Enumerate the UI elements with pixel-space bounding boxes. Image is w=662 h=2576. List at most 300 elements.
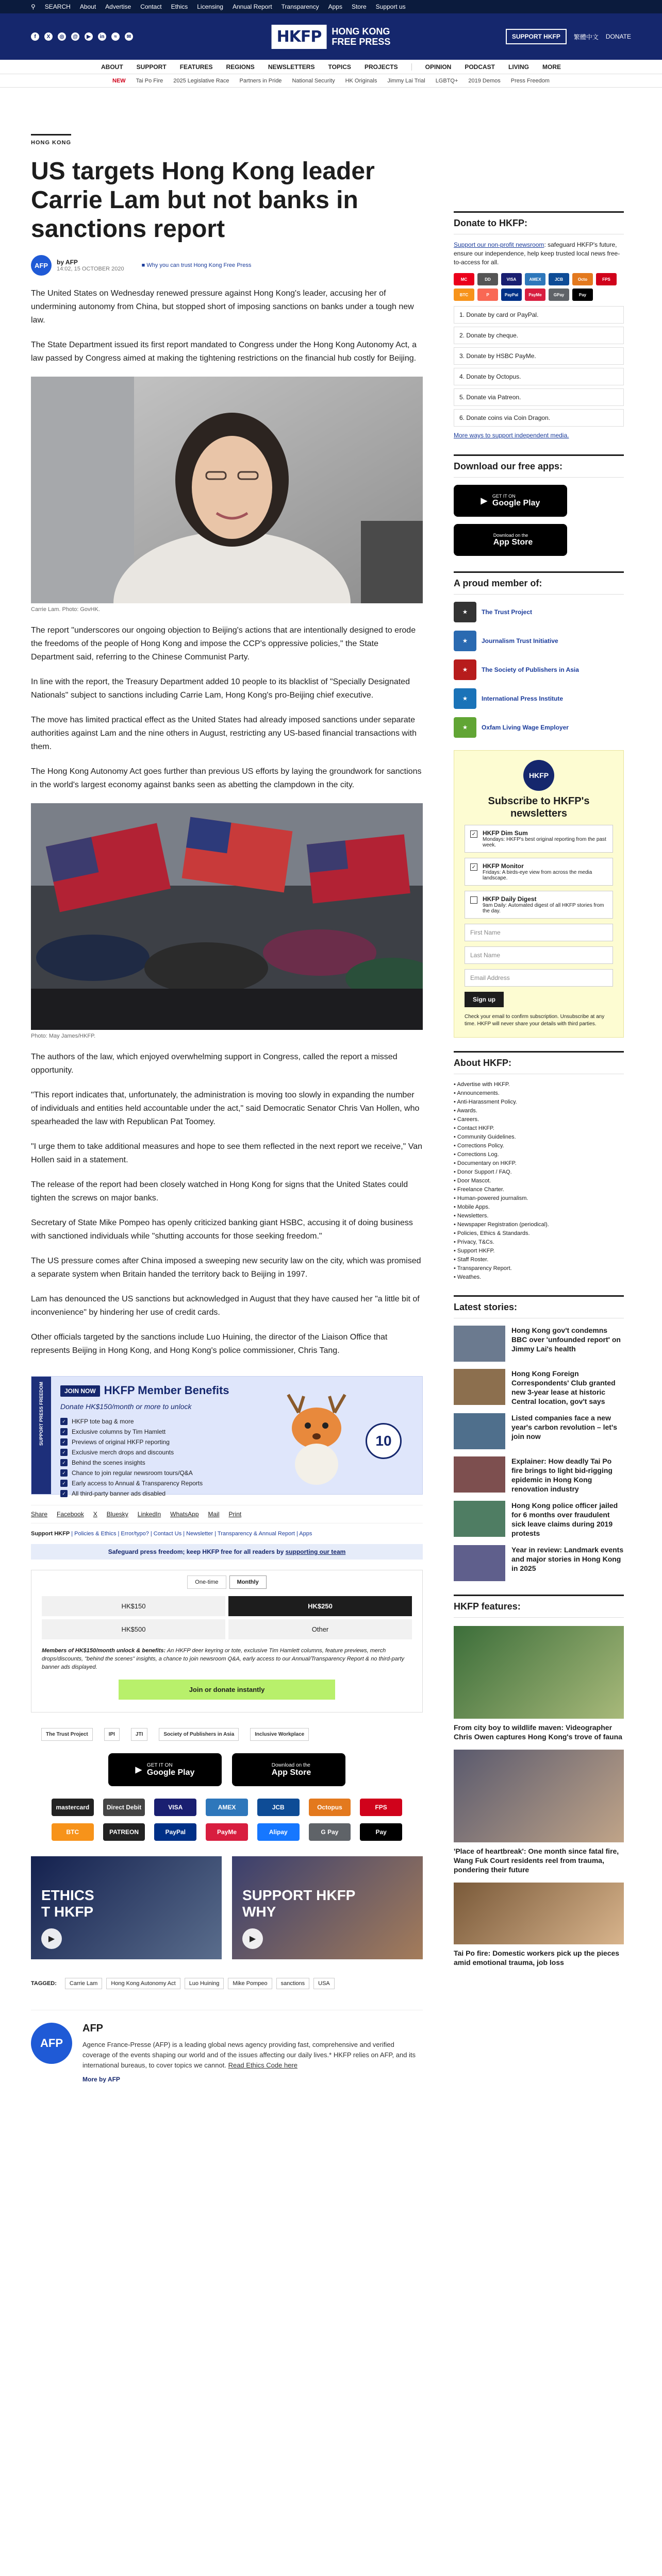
article-column: [31, 134, 423, 2083]
donate-option[interactable]: 6. Donate coins via Coin Dragon.: [454, 409, 624, 427]
tag-chip[interactable]: Carrie Lam: [65, 1978, 102, 1989]
one-time-tab[interactable]: One-time: [187, 1575, 226, 1589]
author-bio-link[interactable]: Read Ethics Code here: [228, 2061, 297, 2069]
newsletter-signup: [454, 750, 624, 1038]
nav-living[interactable]: LIVING: [508, 63, 529, 71]
trending-item[interactable]: Press Freedom: [510, 77, 550, 84]
rss-icon[interactable]: ≈: [111, 32, 120, 41]
feature-title[interactable]: 'Place of heartbreak': One month since fatal fire, Wang Fuk Court residents reel from trauma, pondering their future: [454, 1847, 619, 1874]
share-label[interactable]: Share: [31, 1511, 48, 1518]
checkbox[interactable]: [470, 896, 477, 904]
utility-link-apps[interactable]: Apps: [328, 3, 342, 10]
membership-name: Oxfam Living Wage Employer: [482, 724, 569, 731]
nav-opinion[interactable]: OPINION: [425, 63, 452, 71]
benefit-item: [60, 1459, 203, 1466]
benefit-text: Chance to join regular newsroom tours/Q&A: [72, 1469, 193, 1477]
jti-logo[interactable]: JTI: [131, 1728, 147, 1741]
donate-intro: [454, 241, 624, 267]
share-linkedin[interactable]: LinkedIn: [137, 1511, 161, 1518]
about-link[interactable]: • Privacy, T&Cs.: [454, 1238, 624, 1247]
banner-side-text: SUPPORT PRESS FREEDOM: [39, 1382, 44, 1446]
latest-story[interactable]: [454, 1545, 624, 1581]
benefits-list: [60, 1418, 203, 1500]
donate-section: [454, 211, 624, 439]
trending-item[interactable]: Tai Po Fire: [136, 77, 163, 84]
nav-more[interactable]: MORE: [542, 63, 561, 71]
sidebar-google-play-button[interactable]: [454, 485, 567, 517]
about-link[interactable]: • Transparency Report.: [454, 1264, 624, 1273]
payment-logo: JCB: [257, 1799, 300, 1816]
about-link[interactable]: • Mobile Apps.: [454, 1203, 624, 1212]
logo-mark: HKFP: [272, 25, 327, 49]
safeguard-link[interactable]: supporting our team: [285, 1548, 346, 1555]
nav-newsletters[interactable]: NEWSLETTERS: [268, 63, 315, 71]
author-box-avatar[interactable]: AFP: [31, 2023, 72, 2064]
payment-logo: Pay: [360, 1823, 402, 1841]
social-icons: [31, 32, 133, 41]
promo-title: ETHICS T HKFP: [41, 1887, 94, 1920]
brand-actions: [506, 29, 631, 44]
trending-item[interactable]: Jimmy Lai Trial: [387, 77, 425, 84]
option-desc: Fridays: A birds-eye view from across the media landscape.: [483, 870, 592, 881]
story-thumbnail[interactable]: [454, 1369, 505, 1405]
latest-story[interactable]: [454, 1501, 624, 1538]
check-icon: ✓: [60, 1490, 68, 1497]
newsletter-option-daily-digest[interactable]: [465, 891, 613, 919]
membership-name: The Trust Project: [482, 608, 533, 616]
share-whatsapp[interactable]: WhatsApp: [170, 1511, 199, 1518]
newsletter-fine-print: Check your email to confirm subscription. Unsubscribe at any time. HKFP will never share your details with third parties.: [465, 1014, 605, 1027]
ten-year-badge: 10: [366, 1423, 402, 1459]
payment-logo: Alipay: [257, 1823, 300, 1841]
nav-support[interactable]: SUPPORT: [136, 63, 167, 71]
deer-mascot-icon: [273, 1392, 360, 1485]
feature-title[interactable]: From city boy to wildlife maven: Videographer Chris Owen captures Hong Kong's trove of fauna: [454, 1723, 622, 1741]
feature-title[interactable]: Tai Po fire: Domestic workers pick up the pieces amid emotional trauma, job loss: [454, 1949, 620, 1967]
trending-item[interactable]: 2019 Demos: [468, 77, 501, 84]
why-trust-text: Why you can trust Hong Kong Free Press: [146, 262, 252, 268]
payment-card-icon: GPay: [549, 289, 569, 301]
share-print[interactable]: Print: [228, 1511, 242, 1518]
search-link[interactable]: SEARCH: [44, 3, 71, 10]
app-store-small: Download on the: [271, 1762, 310, 1768]
trending-item[interactable]: National Security: [292, 77, 335, 84]
payment-card-icon: AMEX: [525, 273, 545, 285]
utility-link-licensing[interactable]: Licensing: [197, 3, 223, 10]
paragraph: Lam has denounced the US sanctions but acknowledged in August that they have caused her "a little bit of inconvenience" by hindering her use of credit cards.: [31, 1295, 420, 1317]
latest-story[interactable]: [454, 1369, 624, 1406]
sopa-logo[interactable]: Society of Publishers in Asia: [159, 1728, 239, 1741]
about-links: [454, 1080, 624, 1282]
logo-wordmark: [332, 26, 390, 47]
about-link[interactable]: • Freelance Charter.: [454, 1185, 624, 1194]
logo-line-2: FREE PRESS: [332, 37, 391, 47]
story-thumbnail[interactable]: [454, 1413, 505, 1449]
google-play-icon: ▶: [481, 497, 487, 505]
google-play-label: Google Play: [492, 499, 540, 507]
payment-logo: Direct Debit: [103, 1799, 145, 1816]
feature-story[interactable]: [454, 1883, 624, 1967]
newsletter-option-monitor[interactable]: [465, 858, 613, 886]
about-link[interactable]: • Contact HKFP.: [454, 1124, 624, 1133]
app-store-small: Download on the: [493, 533, 528, 538]
payment-card-icon: BTC: [454, 289, 474, 301]
benefit-item: [60, 1449, 203, 1456]
youtube-icon[interactable]: ▶: [85, 32, 93, 41]
option-desc: 9am Daily: Automated digest of all HKFP stories from the day.: [483, 903, 604, 914]
carrie-lam-photo: [31, 377, 423, 603]
google-play-icon: ▶: [135, 1766, 142, 1774]
article-title: US targets Hong Kong leader Carrie Lam but not banks in sanctions report: [31, 158, 375, 243]
donate-heading: Donate to HKFP:: [454, 211, 624, 234]
tagged-label: TAGGED:: [31, 1980, 57, 1987]
payment-card-icon: Pay: [572, 289, 593, 301]
tag-chip[interactable]: Hong Kong Autonomy Act: [106, 1978, 180, 1989]
join-now-badge[interactable]: JOIN NOW: [60, 1385, 100, 1397]
check-icon: ✓: [60, 1428, 68, 1435]
membership-item[interactable]: [454, 631, 624, 651]
utility-link-ethics[interactable]: Ethics: [171, 3, 188, 10]
donate-note: [42, 1647, 412, 1671]
photo-caption: Photo: May James/HKFP.: [31, 1033, 96, 1039]
share-mail[interactable]: Mail: [208, 1511, 220, 1518]
nav-topics[interactable]: TOPICS: [328, 63, 351, 71]
newsletter-logo: HKFP: [523, 760, 554, 791]
author-box-name[interactable]: AFP: [82, 2023, 103, 2034]
logo-line-1: HONG KONG: [332, 26, 390, 37]
nav-projects[interactable]: PROJECTS: [364, 63, 398, 71]
brand-header: [0, 13, 662, 60]
option-name: HKFP Monitor: [483, 862, 524, 870]
first-name-field[interactable]: First Name: [465, 924, 613, 941]
app-store-button[interactable]: [232, 1753, 345, 1786]
payment-card-icon: DD: [477, 273, 498, 285]
story-title[interactable]: Listed companies face a new year's carbon revolution – let's join now: [511, 1414, 618, 1440]
payment-card-icon: JCB: [549, 273, 569, 285]
last-name-field[interactable]: Last Name: [465, 946, 613, 964]
safeguard-text: Safeguard press freedom; keep HKFP free for all readers by: [108, 1548, 284, 1555]
google-play-label: Google Play: [146, 1768, 195, 1777]
benefit-text: Exclusive columns by Tim Hamlett: [72, 1428, 166, 1435]
join-or-donate-button[interactable]: Join or donate instantly: [119, 1680, 335, 1700]
story-title[interactable]: Year in review: Landmark events and major stories in Hong Kong in 2025: [511, 1546, 624, 1572]
membership-logo-icon: ★: [454, 659, 476, 680]
banner-title: [60, 1384, 229, 1397]
membership-logo-icon: ★: [454, 717, 476, 738]
utility-link-annual-report[interactable]: Annual Report: [232, 3, 272, 10]
feature-thumbnail[interactable]: [454, 1883, 624, 1944]
about-link[interactable]: • Human-powered journalism.: [454, 1194, 624, 1203]
paragraph: In line with the report, the Treasury Department added 10 people to its blacklist of "Specially Designated Nationals" subject to sanctions including Carrie Lam, Hong Kong's pro-Beijing chief executive.: [31, 677, 410, 700]
membership-item[interactable]: [454, 717, 624, 738]
donate-intro-link[interactable]: Support our non-profit newsroom: [454, 241, 544, 248]
email-field[interactable]: Email Address: [465, 969, 613, 987]
newsletter-option-dim-sum[interactable]: [465, 825, 613, 853]
banner-subtitle: Donate HK$150/month or more to unlock: [60, 1402, 192, 1411]
about-link[interactable]: • Newsletters.: [454, 1212, 624, 1221]
benefit-text: Exclusive merch drops and discounts: [72, 1449, 174, 1456]
donate-link[interactable]: DONATE: [605, 33, 631, 40]
paragraph: The report "underscores our ongoing objection to Beijing's actions that are intentionally designed to erode the freedoms of the people of Hong Kong and impose the CCP's oppressive policies," the State Department said, referring to the Chinese Communist Party.: [31, 626, 416, 662]
trust-logos: [31, 1728, 423, 1741]
publish-date: 14:02, 15 OCTOBER 2020: [57, 266, 124, 272]
feature-story[interactable]: [454, 1626, 624, 1741]
payment-card-icon: FPS: [596, 273, 617, 285]
facebook-icon[interactable]: f: [31, 32, 39, 41]
play-icon[interactable]: ▶: [41, 1928, 62, 1949]
trending-nav: [0, 74, 662, 88]
donate-option[interactable]: 5. Donate via Patreon.: [454, 388, 624, 406]
payment-cards: [454, 273, 624, 301]
member-benefits-banner[interactable]: [31, 1376, 423, 1495]
about-link[interactable]: • Documentary on HKFP.: [454, 1159, 624, 1168]
check-icon: ✓: [60, 1449, 68, 1456]
payment-logo: PayPal: [154, 1823, 196, 1841]
latest-story[interactable]: [454, 1413, 624, 1449]
checkbox[interactable]: ✓: [470, 863, 477, 871]
about-link[interactable]: • Policies, Ethics & Standards.: [454, 1229, 624, 1238]
app-store-label: App Store: [271, 1768, 311, 1777]
payment-logo: FPS: [360, 1799, 402, 1816]
story-thumbnail[interactable]: [454, 1326, 505, 1362]
sidebar-app-store-button[interactable]: [454, 524, 567, 556]
nav-divider: [411, 63, 412, 71]
membership-name: The Society of Publishers in Asia: [482, 666, 579, 673]
utility-link-support[interactable]: Support us: [375, 3, 406, 10]
about-link[interactable]: • Staff Roster.: [454, 1256, 624, 1264]
about-link[interactable]: • Weathes.: [454, 1273, 624, 1282]
payment-card-icon: PayPal: [501, 289, 522, 301]
article-body: [31, 287, 423, 1358]
paragraph: The move has limited practical effect as the United States had already imposed sanctions under separate authorities against Lam and the nine others in August, restricting any US-based financial transactions with them.: [31, 716, 417, 751]
about-link[interactable]: • Corrections Policy.: [454, 1142, 624, 1150]
membership-item[interactable]: [454, 602, 624, 622]
option-name: HKFP Daily Digest: [483, 895, 537, 903]
paragraph: The State Department issued its first report mandated to Congress under the Hong Kong Autonomy Act, a law passed by Congress aimed at making the tightening restrictions on the financial hub costly for Beijing.: [31, 341, 417, 363]
payment-logo: AMEX: [206, 1799, 248, 1816]
byline: [31, 255, 423, 276]
support-video-promo[interactable]: [232, 1856, 423, 1959]
payment-logo: BTC: [52, 1823, 94, 1841]
latest-story[interactable]: [454, 1326, 624, 1362]
trust-project-logo[interactable]: The Trust Project: [41, 1728, 93, 1741]
story-thumbnail[interactable]: [454, 1456, 505, 1493]
support-hkfp-link[interactable]: Support HKFP: [31, 1531, 70, 1537]
section-label[interactable]: HONG KONG: [31, 134, 71, 146]
ethics-video-promo[interactable]: [31, 1856, 222, 1959]
feature-thumbnail[interactable]: [454, 1626, 624, 1719]
threads-icon[interactable]: @: [71, 32, 79, 41]
tag-chip[interactable]: sanctions: [276, 1978, 309, 1989]
latest-list: [454, 1326, 624, 1581]
feature-thumbnail[interactable]: [454, 1750, 624, 1842]
about-link[interactable]: • Corrections Log.: [454, 1150, 624, 1159]
donate-widget: [31, 1570, 423, 1713]
app-store-buttons: [31, 1753, 423, 1786]
utility-link-store[interactable]: Store: [351, 3, 367, 10]
paragraph: Other officials targeted by the sanctions include Luo Huining, the director of the Liaison Office that represents Beijing in Hong Kong, and Hong Kong's police commissioner, Chris Tang.: [31, 1333, 388, 1355]
about-link[interactable]: • Advertise with HKFP.: [454, 1080, 624, 1089]
policy-links[interactable]: [31, 1531, 423, 1537]
instagram-icon[interactable]: ◎: [58, 32, 66, 41]
story-thumbnail[interactable]: [454, 1501, 505, 1537]
membership-item[interactable]: [454, 659, 624, 680]
trending-item[interactable]: LGBTQ+: [435, 77, 458, 84]
promo-title: SUPPORT HKFP WHY: [242, 1887, 356, 1920]
apps-heading: Download our free apps:: [454, 454, 624, 478]
membership-logo-icon: ★: [454, 688, 476, 709]
paragraph: The Hong Kong Autonomy Act goes further than previous US efforts by laying the groundwork for sanctions in the world's largest economy against banks seen as abetting the clampdown in the city.: [31, 767, 422, 789]
tag-chip[interactable]: USA: [313, 1978, 335, 1989]
nav-podcast[interactable]: PODCAST: [465, 63, 495, 71]
more-by-author-link[interactable]: More by AFP: [82, 2076, 120, 2083]
amount-option[interactable]: HK$500: [42, 1619, 225, 1639]
amount-option[interactable]: HK$150: [42, 1596, 225, 1616]
share-x[interactable]: X: [93, 1511, 97, 1518]
membership-name: Journalism Trust Initiative: [482, 637, 558, 645]
features-heading: HKFP features:: [454, 1595, 624, 1618]
benefit-text: HKFP tote bag & more: [72, 1418, 134, 1425]
donate-option[interactable]: 1. Donate by card or PayPal.: [454, 306, 624, 324]
trending-item[interactable]: Partners in Pride: [239, 77, 282, 84]
sign-up-button[interactable]: Sign up: [465, 992, 504, 1007]
banner-side-stripe: [31, 1377, 51, 1494]
monthly-tab[interactable]: Monthly: [229, 1575, 267, 1589]
payment-card-icon: Octo: [572, 273, 593, 285]
check-icon: ✓: [60, 1418, 68, 1425]
features-section: [454, 1595, 624, 1967]
nav-about[interactable]: ABOUT: [101, 63, 123, 71]
payment-methods: [31, 1799, 423, 1841]
donate-option[interactable]: 3. Donate by HSBC PayMe.: [454, 347, 624, 365]
payment-logo: VISA: [154, 1799, 196, 1816]
trending-item[interactable]: HK Originals: [345, 77, 377, 84]
check-icon: ✓: [60, 1438, 68, 1446]
photo-caption: Carrie Lam. Photo: GovHK.: [31, 606, 100, 613]
amount-options: [42, 1596, 412, 1639]
payment-logo: PayMe: [206, 1823, 248, 1841]
check-icon: ✓: [60, 1469, 68, 1477]
amount-option-other[interactable]: Other: [228, 1619, 412, 1639]
utility-link-about[interactable]: About: [79, 3, 96, 10]
about-link[interactable]: • Donor Support / FAQ.: [454, 1168, 624, 1177]
paragraph: "This report indicates that, unfortunately, the administration is moving too slowly in expanding the number of individuals and entities held accountable under the act," said Democratic Senator Chris Van Hollen, who spearheaded the law with Republican Pat Toomey.: [31, 1091, 420, 1126]
video-promos: [31, 1856, 423, 1959]
about-section: [454, 1051, 624, 1282]
feature-story[interactable]: [454, 1750, 624, 1874]
share-bluesky[interactable]: Bluesky: [106, 1511, 128, 1518]
nav-regions[interactable]: REGIONS: [226, 63, 255, 71]
share-bar: [31, 1505, 423, 1523]
benefit-item: [60, 1469, 203, 1477]
latest-stories: [454, 1295, 624, 1581]
about-link[interactable]: • Careers.: [454, 1115, 624, 1124]
option-desc: Mondays: HKFP's best original reporting from the past week.: [483, 837, 606, 848]
linkedin-icon[interactable]: in: [98, 32, 106, 41]
tag-chip[interactable]: Luo Huining: [185, 1978, 224, 1989]
nav-features[interactable]: FEATURES: [179, 63, 213, 71]
story-title[interactable]: Hong Kong gov't condemns BBC over 'unfounded report' on Jimmy Lai's health: [511, 1326, 621, 1353]
utility-link-advertise[interactable]: Advertise: [105, 3, 131, 10]
play-icon[interactable]: ▶: [242, 1928, 263, 1949]
more-ways-link[interactable]: More ways to support independent media.: [454, 432, 569, 439]
main-nav: [0, 60, 662, 74]
support-hkfp-button[interactable]: SUPPORT HKFP: [506, 29, 567, 44]
donate-options: [454, 306, 624, 427]
policy-links-rest[interactable]: | Policies & Ethics | Error/typo? | Contact Us | Newsletter | Transparency & Annual Report | Apps: [71, 1531, 312, 1537]
about-link[interactable]: • Awards.: [454, 1107, 624, 1115]
newsletter-title: Subscribe to HKFP's newsletters: [488, 795, 590, 819]
amount-option-selected[interactable]: HK$250: [228, 1596, 412, 1616]
benefit-item: [60, 1490, 203, 1497]
donate-note-lead: Members of HK$150/month unlock & benefits:: [42, 1648, 166, 1654]
share-facebook[interactable]: Facebook: [57, 1511, 84, 1518]
inclusive-workplace-logo[interactable]: Inclusive Workplace: [250, 1728, 309, 1741]
trending-item[interactable]: 2025 Legislative Race: [173, 77, 229, 84]
about-heading: About HKFP:: [454, 1051, 624, 1074]
app-store-label: App Store: [493, 538, 533, 547]
membership-heading: A proud member of:: [454, 571, 624, 595]
story-title[interactable]: Hong Kong Foreign Correspondents' Club granted new 3-year lease at historic Central location, gov't says: [511, 1369, 616, 1405]
paragraph: The United States on Wednesday renewed pressure against Hong Kong's leader, accusing her of undermining autonomy from China, but stopped short of imposing sanctions on banks under a tough new law.: [31, 289, 414, 325]
story-thumbnail[interactable]: [454, 1545, 505, 1581]
search-icon[interactable]: ⚲: [31, 3, 36, 10]
story-title[interactable]: Explainer: How deadly Tai Po fire brings to light bid-rigging epidemic in Hong Kong renovation industry: [511, 1457, 613, 1493]
latest-story[interactable]: [454, 1456, 624, 1494]
benefit-text: Previews of original HKFP reporting: [72, 1438, 170, 1446]
about-link[interactable]: • Support HKFP.: [454, 1247, 624, 1256]
check-icon: ✓: [60, 1459, 68, 1466]
about-link[interactable]: • Community Guidelines.: [454, 1133, 624, 1142]
option-name: HKFP Dim Sum: [483, 829, 528, 837]
frequency-toggle: [42, 1575, 412, 1589]
language-switch[interactable]: 繁體中文: [573, 33, 599, 41]
safeguard-banner: [31, 1544, 423, 1560]
membership-item[interactable]: [454, 688, 624, 709]
about-link[interactable]: • Announcements.: [454, 1089, 624, 1098]
tag-chip[interactable]: Mike Pompeo: [228, 1978, 272, 1989]
site-logo[interactable]: [272, 25, 391, 49]
checkbox[interactable]: ✓: [470, 831, 477, 838]
donate-intro-text: : safeguard HKFP's future, ensure our independence, help keep trusted local news free-to-access for all.: [454, 241, 620, 266]
author-name[interactable]: AFP: [65, 259, 78, 266]
ipi-logo[interactable]: IPI: [104, 1728, 120, 1741]
x-icon[interactable]: X: [44, 32, 53, 41]
about-link[interactable]: • Anti-Harassment Policy.: [454, 1098, 624, 1107]
about-link[interactable]: • Door Mascot.: [454, 1177, 624, 1185]
author-avatar[interactable]: AFP: [31, 255, 52, 276]
email-icon[interactable]: ✉: [125, 32, 133, 41]
banner-title-text: HKFP Member Benefits: [104, 1384, 229, 1397]
author-bio: [82, 2040, 423, 2071]
tags: [31, 1978, 423, 1989]
payment-logo: PATREON: [103, 1823, 145, 1841]
membership-section: [454, 571, 624, 738]
why-trust-link[interactable]: ■ Why you can trust Hong Kong Free Press: [141, 262, 252, 268]
google-play-button[interactable]: [108, 1753, 222, 1786]
payment-card-icon: P: [477, 289, 498, 301]
utility-link-transparency[interactable]: Transparency: [281, 3, 319, 10]
donate-option[interactable]: 2. Donate by cheque.: [454, 327, 624, 344]
benefit-item: [60, 1418, 203, 1425]
apps-section: [454, 454, 624, 556]
utility-link-contact[interactable]: Contact: [140, 3, 162, 10]
story-title[interactable]: Hong Kong police officer jailed for 6 months over fraudulent sick leave claims during 2019 protests: [511, 1501, 618, 1537]
donate-option[interactable]: 4. Donate by Octopus.: [454, 368, 624, 385]
payment-logo: Octopus: [309, 1799, 351, 1816]
payment-card-icon: MC: [454, 273, 474, 285]
about-link[interactable]: • Newspaper Registration (periodical).: [454, 1221, 624, 1229]
